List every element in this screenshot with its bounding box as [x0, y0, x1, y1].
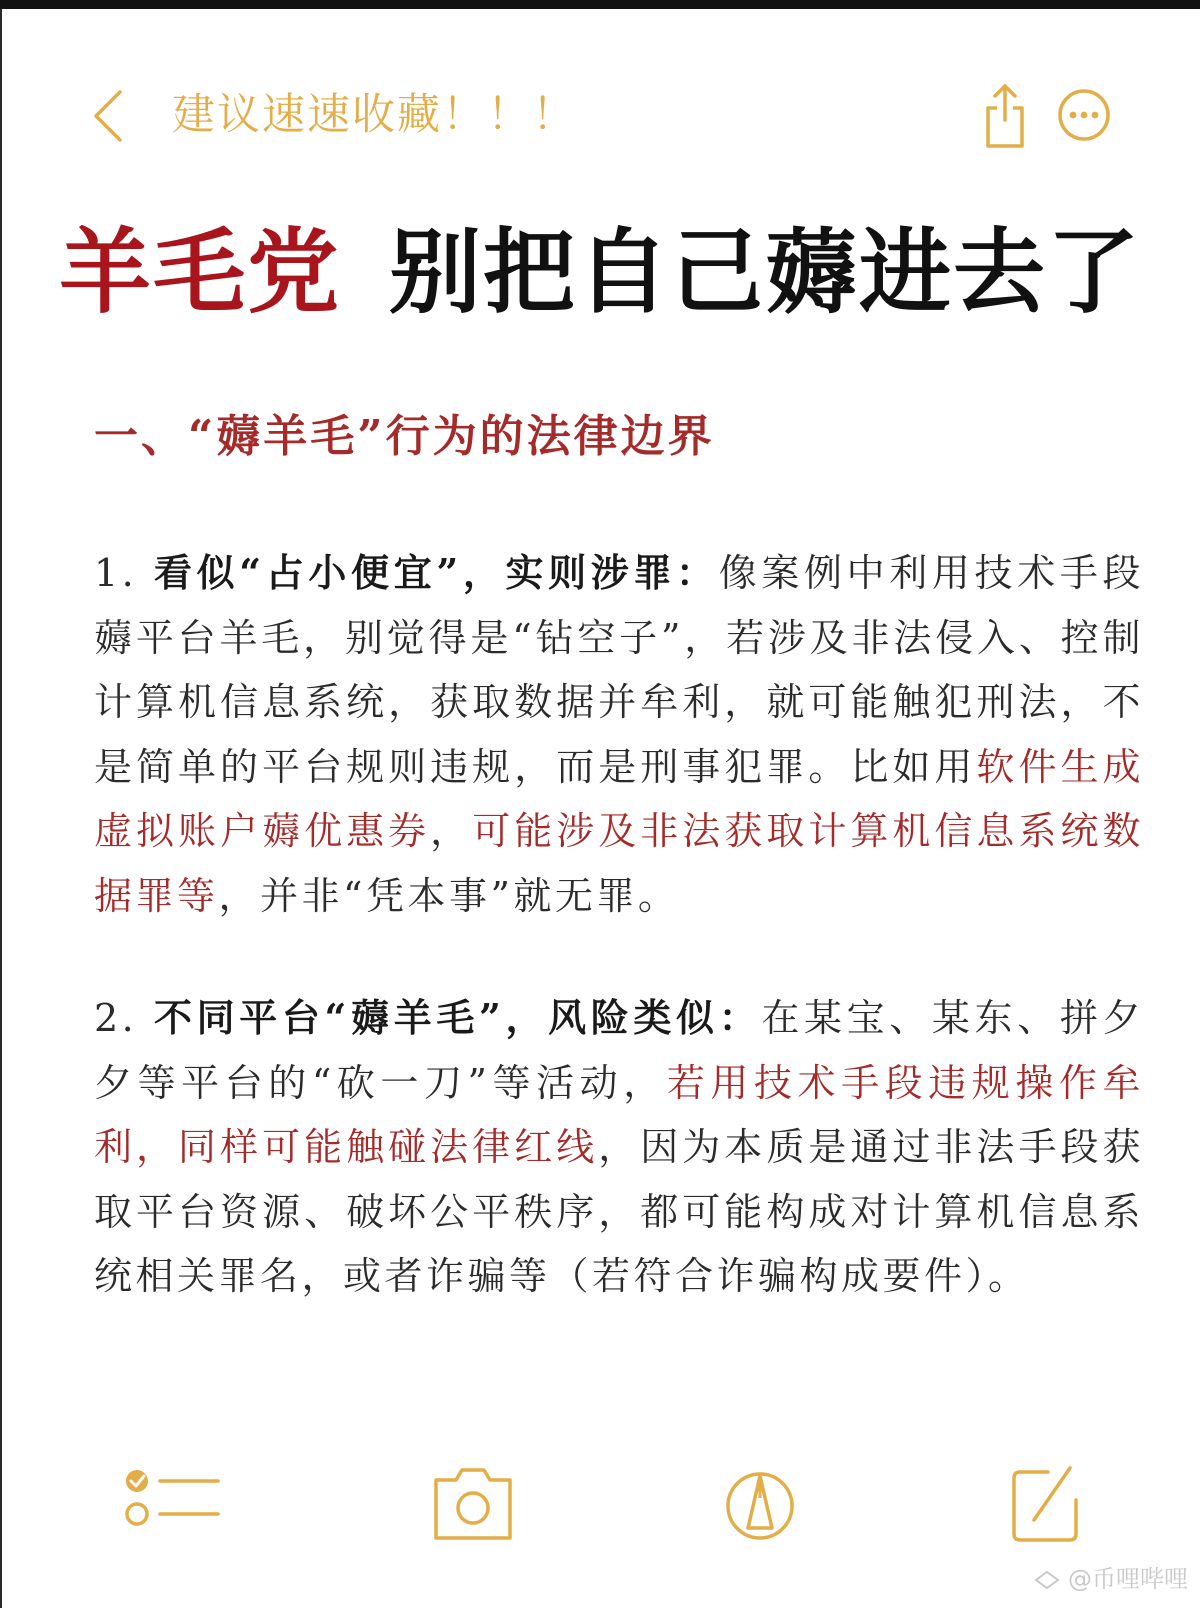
- paragraph-lead: 不同平台“薅羊毛”，风险类似: [153, 995, 719, 1040]
- markup-button[interactable]: [720, 1450, 800, 1560]
- note-title: 建议速速收藏！！！: [172, 90, 577, 140]
- paragraph-2: [94, 986, 1144, 1309]
- camera-icon: [428, 1450, 518, 1560]
- more-button[interactable]: [1056, 82, 1112, 148]
- paragraph-number: 2.: [94, 996, 154, 1040]
- back-button[interactable]: [88, 80, 138, 150]
- markup-pen-icon: [720, 1450, 800, 1560]
- headline-text: 别把自己薅进去了: [389, 219, 1142, 326]
- headline-keyword: 羊毛党: [58, 219, 341, 326]
- paragraph-colon: ：: [676, 550, 719, 595]
- top-border: [0, 0, 1200, 9]
- highlighted-text: 可能涉及非法获取计算机信息系统数据罪等: [94, 809, 1144, 918]
- watermark-text: @币哩哔哩: [1068, 1565, 1188, 1593]
- paragraph-colon: ：: [718, 995, 762, 1040]
- watermark: [1034, 1559, 1188, 1594]
- highlighted-text: 软件生成虚拟账户薅优惠券: [94, 744, 1144, 853]
- checklist-icon: [120, 1450, 230, 1560]
- bottom-toolbar: [0, 1450, 1200, 1560]
- checklist-button[interactable]: [120, 1450, 230, 1560]
- paragraph-text: 像案例中利用技术手段薅平台羊毛，别觉得是“钻空子”，若涉及非法侵入、控制计算机信息系统，获取数据并牟利，就可能触犯刑法，不是简单的平台规则违规，而是刑事犯罪。比如用: [94, 551, 1144, 789]
- navigation-bar: [0, 70, 1200, 160]
- headline: [0, 218, 1200, 328]
- watermark-logo-icon: [1034, 1570, 1060, 1590]
- highlighted-text: 若用技术手段违规操作牟利，同样可能触碰法律红线: [94, 1060, 1144, 1169]
- paragraph-lead: 看似“占小便宜”，实则涉罪: [153, 550, 677, 595]
- camera-button[interactable]: [428, 1450, 518, 1560]
- share-icon: [980, 80, 1030, 150]
- share-button[interactable]: [980, 80, 1030, 150]
- paragraph-number: 1.: [94, 551, 154, 595]
- compose-button[interactable]: [1004, 1450, 1084, 1560]
- chevron-left-icon: [88, 80, 138, 150]
- paragraph-text: 在某宝、某东、拼夕夕等平台的“砍一刀”等活动，: [94, 996, 1144, 1105]
- compose-icon: [1004, 1450, 1084, 1560]
- ellipsis-circle-icon: [1056, 82, 1112, 148]
- paragraph-text: ，因为本质是通过非法手段获取平台资源、破坏公平秩序，都可能构成对计算机信息系统相关罪名，或者诈骗等（若符合诈骗构成要件）。: [94, 1125, 1144, 1298]
- paragraph-text: ，: [430, 809, 473, 853]
- paragraph-1: [94, 541, 1144, 928]
- paragraph-text: ，并非“凭本事”就无罪。: [218, 873, 680, 918]
- section-heading: 一、“薅羊毛”行为的法律边界: [94, 411, 715, 462]
